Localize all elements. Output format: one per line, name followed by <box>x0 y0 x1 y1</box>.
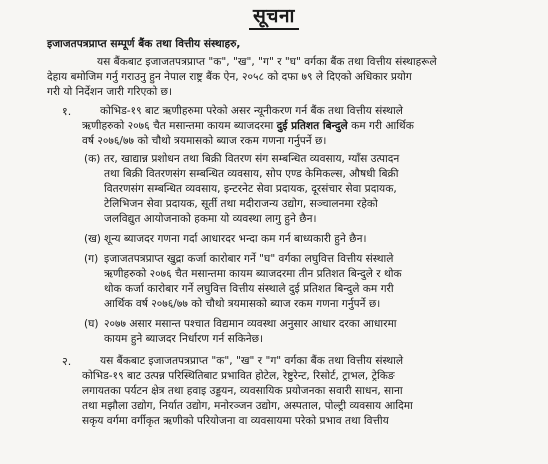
item-2-line-4: तथा मझौला उद्योग, निर्यात उद्योग, मनोरञ्जन उद्योग, अस्पताल, पोल्ट्री व्यवसाय आदिमा <box>82 400 413 412</box>
item-2-line-5: सकृय वर्गमा वर्गीकृत ऋणीको परियोजना वा व्यवसायमा परेको प्रभाव तथा वित्तीय <box>82 415 389 427</box>
item-1-sub-kha-label: (ख) <box>84 233 101 245</box>
intro-line-3: गरी यो निर्देशन जारी गरिएको छ। <box>47 86 172 98</box>
intro-line-2: देहाय बमोजिम गर्नु गराउनु हुन नेपाल राष्ट्र बैंक ऐन, २०५८ को दफा ७९ ले दिएको अधिकार प्रयोग <box>47 71 412 83</box>
item-1-sub-ga-line-3: थोक कर्जा कारोबार गर्ने लघुवित्त वित्तीय संस्थाले दुई प्रतिशत बिन्दुले कम गरी <box>104 283 394 295</box>
intro-line-1: यस बैंकबाट इजाजतपत्रप्राप्त "क", "ख", "ग" र "घ" वर्गका बैंक तथा वित्तीय संस्थाहरूले <box>97 56 437 68</box>
item-1-sub-ka-label: (क) <box>84 153 101 165</box>
item-1-sub-ga-line-4: आर्थिक वर्ष २०७६/७७ को चौथो त्रयमासको ब्याज रकम गणना गर्नुपर्ने छ। <box>104 298 381 310</box>
item-1-number: १. <box>62 105 72 118</box>
item-1-sub-gha-line-2: कायम हुने ब्याजदर निर्धारण गर्न सकिनेछ। <box>104 333 264 345</box>
item-1-sub-kha-line-1: शून्य ब्याजदर गणना गर्दा आधारदर भन्दा कम गर्न बाध्यकारी हुने छैन। <box>104 233 367 245</box>
item-1-sub-ga-line-2: ऋणीहरुको २०७६ चैत मसान्तमा कायम ब्याजदरमा तीन प्रतिशत बिन्दुले र थोक <box>104 268 402 280</box>
notice-title: सूचना <box>0 2 548 28</box>
item-1-sub-ka-line-3: वितरणसंग सम्बन्धित व्यवसाय, इन्टरनेट सेवा प्रदायक, दूरसंचार सेवा प्रदायक, <box>104 183 397 195</box>
item-1-line-2: ऋणीहरुको २०७६ चैत मसान्तमा कायम ब्याजदरमा दुई प्रतिशत बिन्दुले कम गरी आर्थिक <box>82 120 414 132</box>
item-1-sub-ka-line-1: तर, खाद्यान्न प्रशोधन तथा बिक्री वितरण संग सम्बन्धित व्यवसाय, ग्याँस उत्पादन <box>104 153 400 165</box>
item-1-sub-gha-label: (घ) <box>84 318 99 330</box>
item-2-line-2: कोभिड-१९ बाट उत्पन्न परिस्थितिबाट प्रभावित होटेल, रेष्टुरेन्ट, रिसोर्ट, ट्राभल, ट्रेकिङ <box>82 370 395 382</box>
item-1-sub-ka-line-5: जलविद्युत आयोजनाको हकमा यो व्यवस्था लागु हुने छैन। <box>104 213 317 225</box>
item-1-sub-ka-line-2: तथा बिक्री वितरणसंग सम्बन्धित व्यवसाय, सोप एण्ड केमिकल्स, औषधी बिक्री <box>104 168 399 180</box>
item-1-sub-gha-line-1: २०७७ असार मसान्त पश्चात विद्यमान व्यवस्था अनुसार आधार दरका आधारमा <box>104 318 397 330</box>
item-1-line-1: कोभिड-१९ बाट ऋणीहरुमा परेको असर न्यूनीकरण गर्न बैंक तथा वित्तीय संस्थाले <box>100 105 403 117</box>
item-2-line-3: लगायतका पर्यटन क्षेत्र तथा हवाइ उड्डयन, व्यवसायिक प्रयोजनका सवारी साधन, साना <box>82 385 403 397</box>
item-1-bold-phrase: दुई प्रतिशत बिन्दुले <box>276 120 348 132</box>
item-2-line-1: यस बैंकबाट इजाजतपत्रप्राप्त "क", "ख" र "ग" वर्गका बैंक तथा वित्तीय संस्थाले <box>100 355 404 367</box>
item-2-number: २. <box>62 355 72 368</box>
item-1-sub-ga-label: (ग) <box>84 253 99 265</box>
item-1-sub-ka-line-4: टेलिभिजन सेवा प्रदायक, सूर्ती तथा मदीराजन्य उद्योग, सञ्चालनमा रहेको <box>104 198 378 210</box>
item-1-line-3: वर्ष २०७६/७७ को चौथो त्रयमासको ब्याज रकम गणना गर्नुपर्ने छ। <box>82 135 327 147</box>
addressee: इजाजतपत्रप्राप्त सम्पूर्ण बैंक तथा वित्तीय संस्थाहरु, <box>47 38 241 50</box>
item-1-sub-ga-line-1: इजाजतपत्रप्राप्त खुद्रा कर्जा कारोबार गर्ने "घ" वर्गका लघुवित्त वित्तीय संस्थाले <box>104 253 394 265</box>
